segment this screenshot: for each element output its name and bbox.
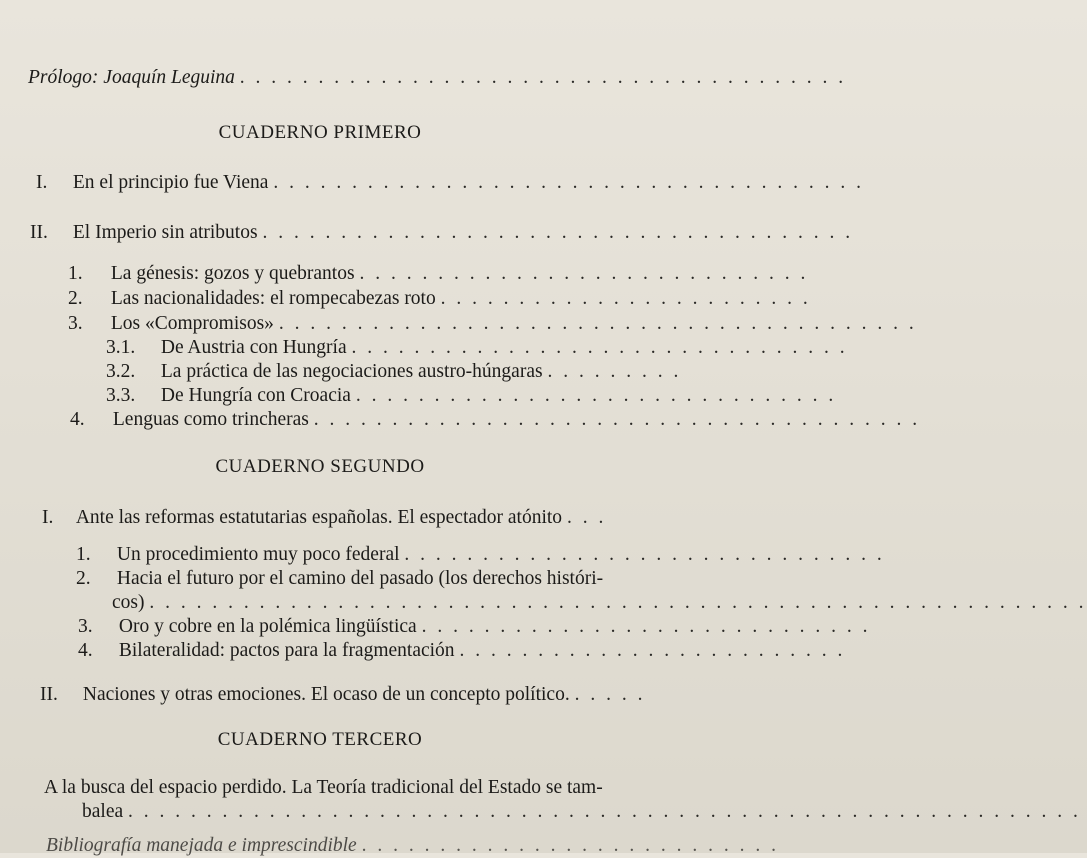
toc-entry [106,336,848,360]
entry-title: Ante las reformas estatutarias españolas. El espectador atónito [75,507,563,528]
leader-dots: . . . . . . . . . . . . . . . . . . . . . . . . . . . . . [359,263,809,284]
leader-dots: . . . . . . . . . . . . . . . . . . . . . . . . [440,288,811,309]
toc-entry [76,543,885,567]
entry-title: A la busca del espacio perdido. La Teoría tradicional del Estado se tam- [44,777,603,798]
leader-dots: . . . . . . . . . . . . . . . . . . . . . . . . . . . . . . . . . . . . . . . . . [278,313,917,334]
leader-dots: . . . . . . . . . . . . . . . . . . . . . . . . . . . . . . . . [351,337,848,358]
entry-title: Lenguas como trincheras [112,409,309,430]
leader-dots: . . . . . . . . . . . . . . . . . . . . . . . . . . . [361,835,779,856]
entry-number: 3.2. [106,361,136,382]
entry-number: 2. [76,568,91,589]
entry-number: II. [40,684,58,705]
toc-entry [106,360,682,384]
entry-number: I. [42,507,54,528]
leader-dots: . . . . . . . . . . . . . . . . . . . . . . . . . . . . . . . . . . . . . . . . . . . . . . . . . . . . . . . . . . . . [149,592,1087,613]
entry-title: Las nacionalidades: el rompecabezas roto [110,288,436,309]
entry-title: cos) [112,592,145,613]
entry-number: II. [30,222,48,243]
leader-dots: . . . . . . . . . . . . . . . . . . . . . . . . . . . . . [421,616,871,637]
entry-title: Prólogo: Joaquín Leguina [28,67,235,88]
entry-number: 1. [76,544,91,565]
entry-number: 4. [78,640,93,661]
toc-entry-continuation [82,800,1081,824]
entry-title: Oro y cobre en la polémica lingüística [118,616,417,637]
toc-entry-continuation [112,591,1087,615]
toc-entry [44,776,640,800]
entry-title: De Austria con Hungría [160,337,347,358]
entry-title: La práctica de las negociaciones austro-húngaras [160,361,543,382]
entry-number: I. [36,172,48,193]
toc-entry [42,506,640,530]
toc-entry [106,384,837,408]
toc-entry [40,683,646,707]
leader-dots: . . . . . . . . . . . . . . . . . . . . . . . . . . . . . . . . . . . . . . [273,172,864,193]
leader-dots: . . . . . [574,684,646,705]
section-heading: CUADERNO PRIMERO [218,122,422,143]
toc-entry [70,408,921,432]
entry-number: 2. [68,288,83,309]
entry-title: Bibliografía manejada e imprescindible [46,835,357,856]
entry-title: Un procedimiento muy poco federal [116,544,400,565]
entry-title: En el principio fue Viena [72,172,269,193]
leader-dots: . . . . . . . . . . . . . . . . . . . . . . . . . . . . . . . . . . . . . . . [239,67,847,88]
leader-dots: . . . . . . . . . . . . . . . . . . . . . . . . . . . . . . . . . . . . . . . [313,409,921,430]
leader-dots: . . . . . . . . . . . . . . . . . . . . . . . . . . . . . . . . . . . . . . [262,222,854,243]
leader-dots: . . . . . . . . . . . . . . . . . . . . . . . . . . . . . . . . . . . . . . . . . . . . . . . . . . . . . . . . . . . . . [128,801,1081,822]
entry-title: Los «Compromisos» [110,313,274,334]
entry-number: 3.1. [106,337,136,358]
entry-title: De Hungría con Croacia [160,385,351,406]
toc-entry [68,262,809,286]
toc-entry [68,287,811,311]
toc-entry [78,639,846,663]
toc-entry [68,312,917,336]
entry-title: El Imperio sin atributos [72,222,258,243]
toc-entry-prologue [28,66,847,90]
entry-number: 3. [78,616,93,637]
entry-number: 1. [68,263,83,284]
entry-title: balea [82,801,124,822]
toc-entry-bibliography [46,834,779,858]
entry-number: 3.3. [106,385,136,406]
entry-title: La génesis: gozos y quebrantos [110,263,355,284]
section-heading: CUADERNO TERCERO [217,729,423,750]
leader-dots: . . . . . . . . . . . . . . . . . . . . . . . . . [459,640,846,661]
toc-entry [76,567,640,591]
toc-entry [78,615,871,639]
entry-number: 4. [70,409,85,430]
section-heading: CUADERNO SEGUNDO [215,456,425,477]
entry-number: 3. [68,313,83,334]
leader-dots: . . . . . . . . . . . . . . . . . . . . . . . . . . . . . . . [355,385,837,406]
leader-dots: . . . [566,507,607,528]
entry-title: Hacia el futuro por el camino del pasado (los derechos históri- [116,568,604,589]
toc-entry [30,221,854,245]
entry-title: Naciones y otras emociones. El ocaso de un concepto político. [82,684,570,705]
entry-title: Bilateralidad: pactos para la fragmentación [118,640,455,661]
leader-dots: . . . . . . . . . [547,361,682,382]
toc-entry [36,171,864,195]
leader-dots: . . . . . . . . . . . . . . . . . . . . . . . . . . . . . . . [404,544,885,565]
